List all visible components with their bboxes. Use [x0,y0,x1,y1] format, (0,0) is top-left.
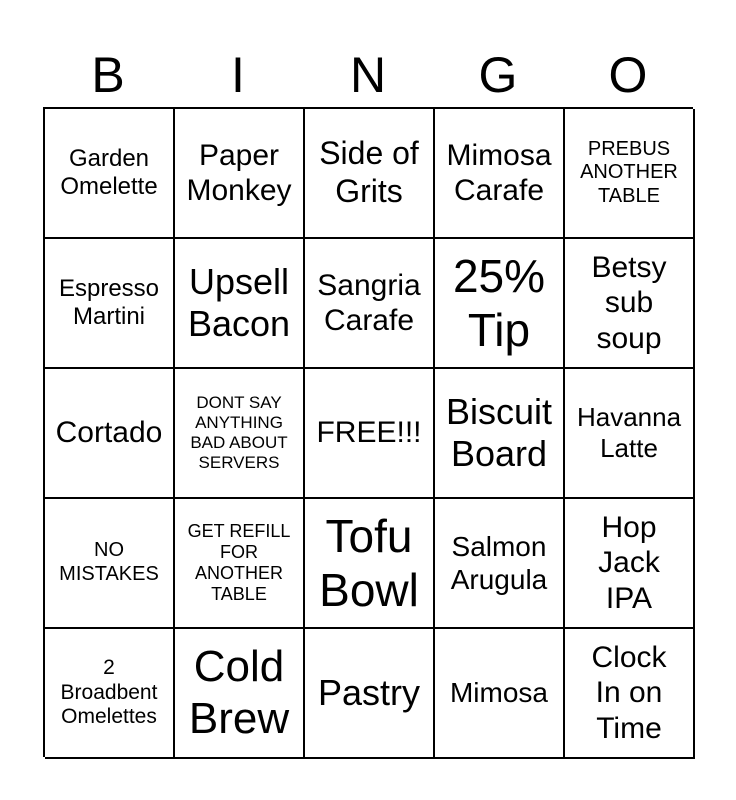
bingo-cell-label: Espresso Martini [58,274,160,330]
bingo-cell[interactable] [565,109,695,239]
bingo-cell[interactable] [305,109,435,239]
header-letter-b: B [91,47,125,103]
bingo-cell[interactable] [305,499,435,629]
bingo-header [43,42,693,108]
bingo-cell-label: Clock In on Time [591,640,667,745]
bingo-cell-label: Upsell Bacon [187,260,291,344]
bingo-cell-label: Cortado [55,416,163,450]
bingo-cell-label: FREE!!! [316,416,422,450]
bingo-cell[interactable] [175,629,305,759]
bingo-cell[interactable] [565,629,695,759]
bingo-cell-label: Biscuit Board [445,390,553,474]
bingo-cell-label: Cold Brew [188,642,290,743]
bingo-cell-label: Havanna Latte [576,402,682,463]
bingo-cell[interactable] [435,369,565,499]
bingo-cell-label: Mimosa [449,677,548,709]
header-letter-n: N [349,47,387,103]
bingo-cell-label: DONT SAY ANYTHING BAD ABOUT SERVERS [190,392,288,473]
bingo-cell-label: PREBUS ANOTHER TABLE [580,137,678,207]
bingo-cell-label: Pastry [317,671,421,713]
bingo-cell[interactable] [305,369,435,499]
bingo-cell-label: Sangria Carafe [317,268,421,337]
bingo-cell[interactable] [175,369,305,499]
bingo-cell[interactable] [45,629,175,759]
bingo-cell[interactable] [305,629,435,759]
bingo-cell-label: Garden Omelette [60,144,158,200]
bingo-cell-label: NO MISTAKES [59,539,159,585]
bingo-cell[interactable] [565,239,695,369]
bingo-cell[interactable] [435,109,565,239]
bingo-cell-label: Mimosa Carafe [446,138,552,207]
bingo-cell[interactable] [305,239,435,369]
bingo-cell[interactable] [435,239,565,369]
bingo-cell[interactable] [45,499,175,629]
header-letter-o: O [608,47,648,103]
bingo-cell[interactable] [435,629,565,759]
bingo-cell[interactable] [565,499,695,629]
bingo-cell[interactable] [45,369,175,499]
bingo-cell[interactable] [435,499,565,629]
header-letter-i: I [231,47,245,103]
bingo-cell-label: Tofu Bowl [319,509,419,616]
bingo-cell-label: 25% Tip [452,249,546,356]
bingo-cell-label: Betsy sub soup [591,250,667,355]
bingo-cell[interactable] [175,109,305,239]
bingo-cell[interactable] [565,369,695,499]
bingo-cell-label: Paper Monkey [186,138,292,207]
bingo-cell-label: GET REFILL FOR ANOTHER TABLE [187,520,291,605]
bingo-cell[interactable] [175,239,305,369]
header-letter-g: G [478,47,518,103]
bingo-cell-label: 2 Broadbent Omelettes [60,655,158,729]
bingo-cell[interactable] [45,109,175,239]
bingo-grid [43,107,693,757]
bingo-cell-label: Hop Jack IPA [598,510,660,615]
bingo-cell-label: Side of Grits [319,135,419,209]
bingo-cell[interactable] [175,499,305,629]
bingo-cell[interactable] [45,239,175,369]
bingo-cell-label: Salmon Arugula [450,530,548,595]
